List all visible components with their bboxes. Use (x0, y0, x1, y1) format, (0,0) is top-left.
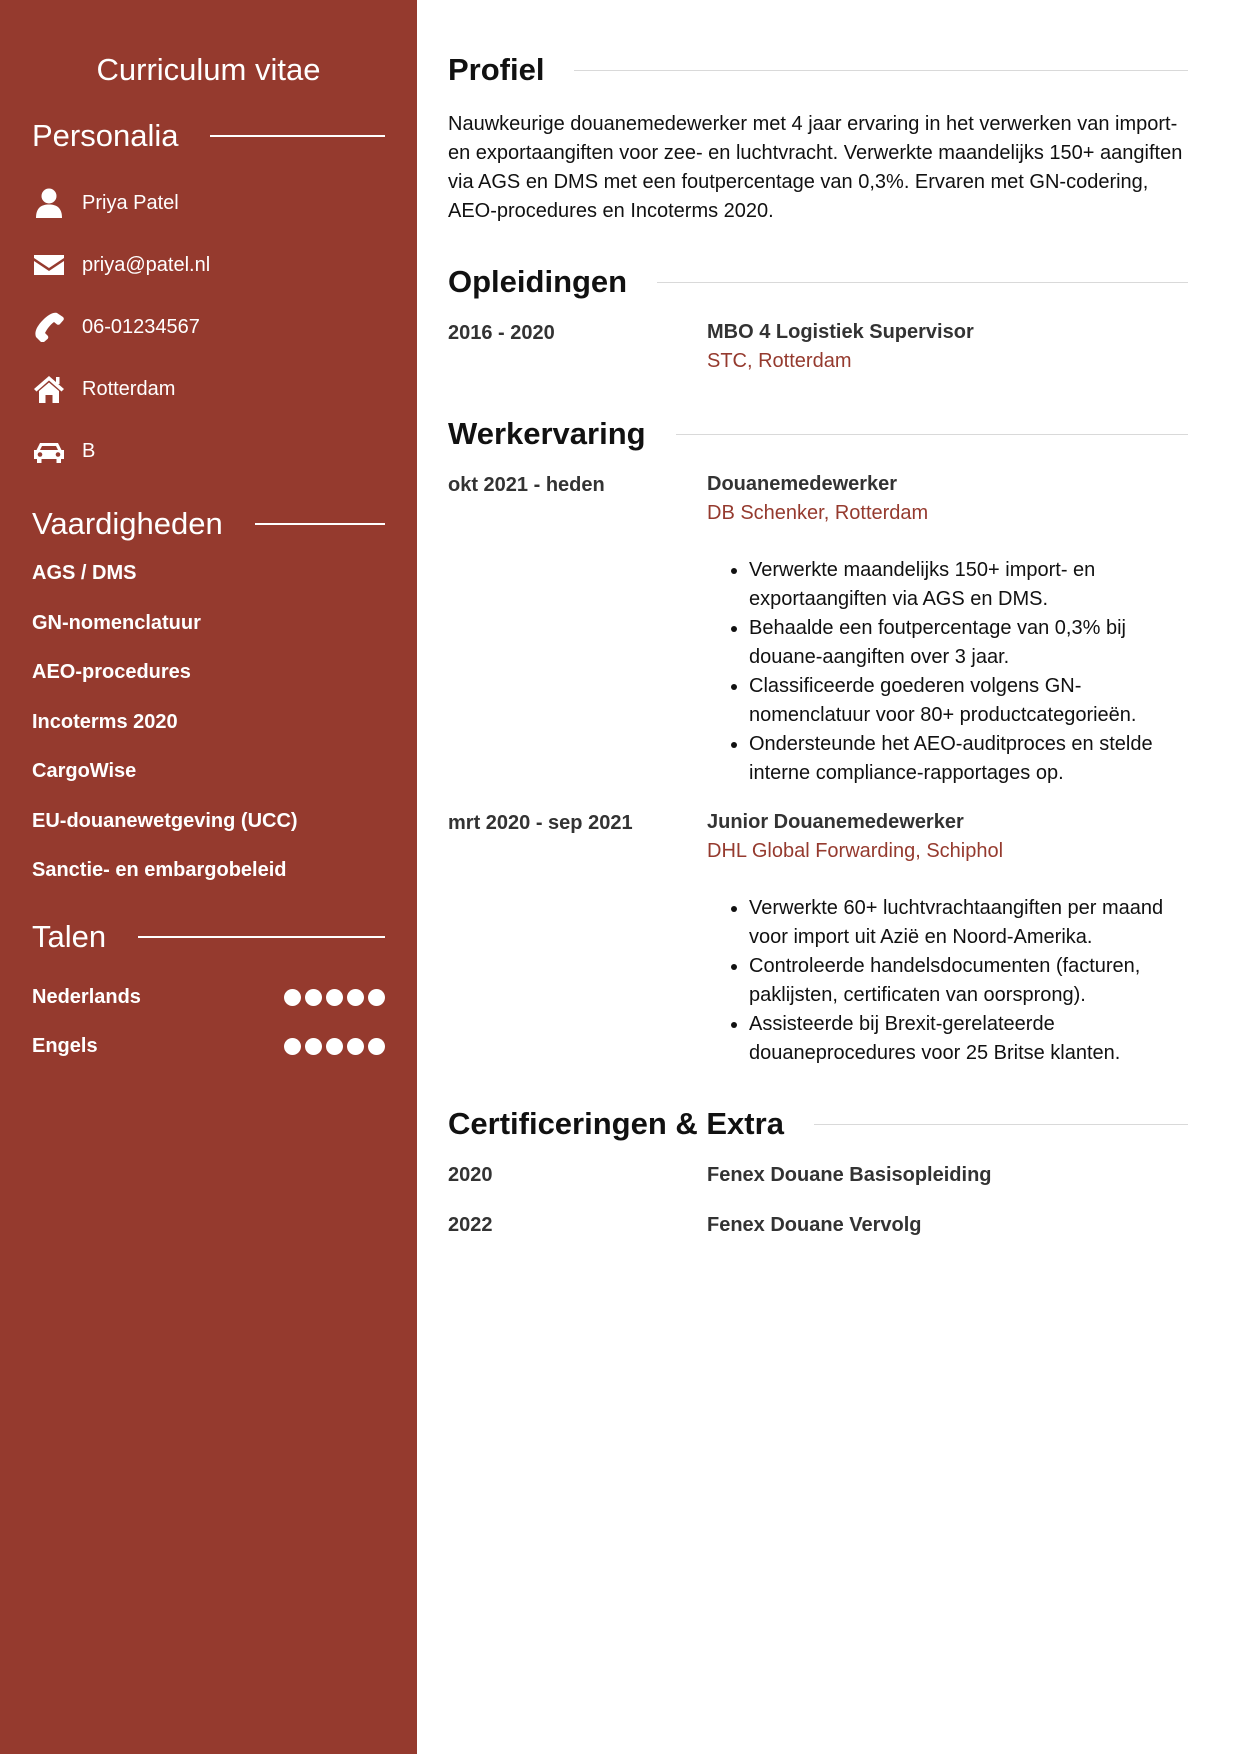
home-icon (32, 374, 66, 404)
certification-name: Fenex Douane Vervolg (707, 1214, 922, 1236)
divider (814, 1124, 1188, 1125)
skill-item: EU-douanewetgeving (UCC) (32, 809, 298, 832)
entry-date: mrt 2020 - sep 2021 (448, 812, 633, 834)
education-section (448, 264, 1188, 376)
education-entry (448, 322, 1188, 376)
personalia-heading-row (32, 118, 385, 154)
bullet-item: • Behaalde een foutpercentage van 0,3% bij douane-aangiften over 3 jaar. (749, 614, 1188, 672)
bullet-item: • Controleerde handelsdocumenten (facturen, paklijsten, certificaten van oorsprong). (749, 952, 1188, 1010)
user-icon (32, 188, 66, 218)
level-dot (368, 989, 385, 1006)
envelope-icon (32, 250, 66, 280)
personalia-heading: Personalia (32, 118, 179, 153)
certifications-heading-row (448, 1106, 1188, 1142)
skill-item: AEO-procedures (32, 661, 191, 683)
contact-email-text[interactable]: priya@patel.nl (82, 253, 211, 276)
main-content (448, 52, 1188, 1264)
skill-item: Incoterms 2020 (32, 710, 178, 733)
divider (676, 434, 1188, 435)
divider (138, 936, 385, 938)
bullet-item: • Verwerkte maandelijks 150+ import- en exportaangiften via AGS en DMS. (749, 556, 1188, 614)
sidebar (0, 0, 417, 1754)
divider (657, 282, 1188, 283)
skill-item: GN-nomenclatuur (32, 611, 201, 634)
contact-list (32, 172, 385, 482)
level-dot (284, 1038, 301, 1055)
experience-entry (448, 474, 1188, 788)
bullet-item: • Ondersteunde het AEO-auditproces en stelde interne compliance-rapportages op. (749, 730, 1188, 788)
bullet-item: • Assisteerde bij Brexit-gerelateerde douaneprocedures voor 25 Britse klanten. (749, 1010, 1188, 1068)
certification-entry (448, 1164, 1188, 1214)
contact-phone-text: 06-01234567 (82, 315, 200, 338)
entry-body (707, 474, 1188, 788)
language-list (32, 973, 385, 1072)
level-dot (326, 989, 343, 1006)
divider (255, 523, 385, 525)
entry-bullets (707, 894, 1188, 1068)
contact-name-text: Priya Patel (82, 191, 179, 214)
contact-license-text: B (82, 439, 96, 462)
experience-heading-row (448, 416, 1188, 452)
level-dot (347, 1038, 364, 1055)
certifications-section (448, 1106, 1188, 1264)
experience-heading: Werkervaring (448, 416, 646, 451)
entry-bullets (707, 556, 1188, 788)
contact-phone (32, 296, 385, 358)
bullet-item: • Verwerkte 60+ luchtvrachtaangiften per maand voor import uit Azië en Noord-Amerika. (749, 894, 1188, 952)
certification-date: 2020 (448, 1164, 493, 1186)
skill-item: Sanctie- en embargobeleid (32, 859, 287, 881)
entry-organization: DHL Global Forwarding, Schiphol (707, 840, 1004, 862)
languages-heading-row (32, 919, 385, 955)
language-name: Engels (32, 1035, 98, 1058)
phone-icon (32, 312, 66, 342)
level-dot (284, 989, 301, 1006)
profile-section (448, 52, 1188, 226)
language-level-dots (284, 989, 385, 1006)
certifications-heading: Certificeringen & Extra (448, 1106, 784, 1141)
entry-body (707, 322, 1188, 376)
skill-item: AGS / DMS (32, 562, 137, 584)
contact-license (32, 420, 385, 482)
profile-heading-row (448, 52, 1188, 88)
level-dot (368, 1038, 385, 1055)
entry-body (707, 812, 1188, 1068)
car-icon (32, 436, 66, 466)
entry-title: MBO 4 Logistiek Supervisor (707, 321, 974, 343)
profile-text: Nauwkeurige douanemedewerker met 4 jaar ervaring in het verwerken van import- en exportaangiften voor zee- en luchtvracht. Verwerkte maandelijks 150+ aangiften via AGS en DMS met een foutpercentage van 0,3%. Ervaren met GN-codering, AEO-procedures en Incoterms 2020. (448, 113, 1183, 222)
skills-heading-row (32, 506, 385, 542)
language-level-dots (284, 1038, 385, 1055)
language-item (32, 1022, 385, 1072)
divider (574, 70, 1188, 71)
language-item (32, 973, 385, 1023)
cv-title: Curriculum vitae (96, 52, 321, 87)
entry-title: Junior Douanemedewerker (707, 811, 964, 833)
entry-title: Douanemedewerker (707, 473, 898, 495)
education-heading-row (448, 264, 1188, 300)
experience-entry (448, 812, 1188, 1068)
entry-organization: DB Schenker, Rotterdam (707, 502, 929, 524)
language-name: Nederlands (32, 985, 141, 1008)
certification-name: Fenex Douane Basisopleiding (707, 1164, 992, 1186)
level-dot (326, 1038, 343, 1055)
divider (210, 135, 385, 137)
level-dot (347, 989, 364, 1006)
entry-date: okt 2021 - heden (448, 474, 605, 496)
education-heading: Opleidingen (448, 264, 628, 299)
skill-list (32, 560, 385, 907)
level-dot (305, 989, 322, 1006)
contact-city (32, 358, 385, 420)
profile-heading: Profiel (448, 52, 545, 87)
entry-organization: STC, Rotterdam (707, 350, 852, 372)
contact-name (32, 172, 385, 234)
certification-entry (448, 1214, 1188, 1264)
bullet-item: • Classificeerde goederen volgens GN-nomenclatuur voor 80+ productcategorieën. (749, 672, 1188, 730)
experience-section (448, 416, 1188, 1068)
skills-heading: Vaardigheden (32, 506, 223, 541)
contact-email (32, 234, 385, 296)
certification-date: 2022 (448, 1214, 493, 1236)
languages-heading: Talen (32, 918, 107, 954)
entry-date: 2016 - 2020 (448, 322, 555, 344)
contact-city-text: Rotterdam (82, 377, 176, 400)
level-dot (305, 1038, 322, 1055)
skill-item: CargoWise (32, 760, 137, 782)
